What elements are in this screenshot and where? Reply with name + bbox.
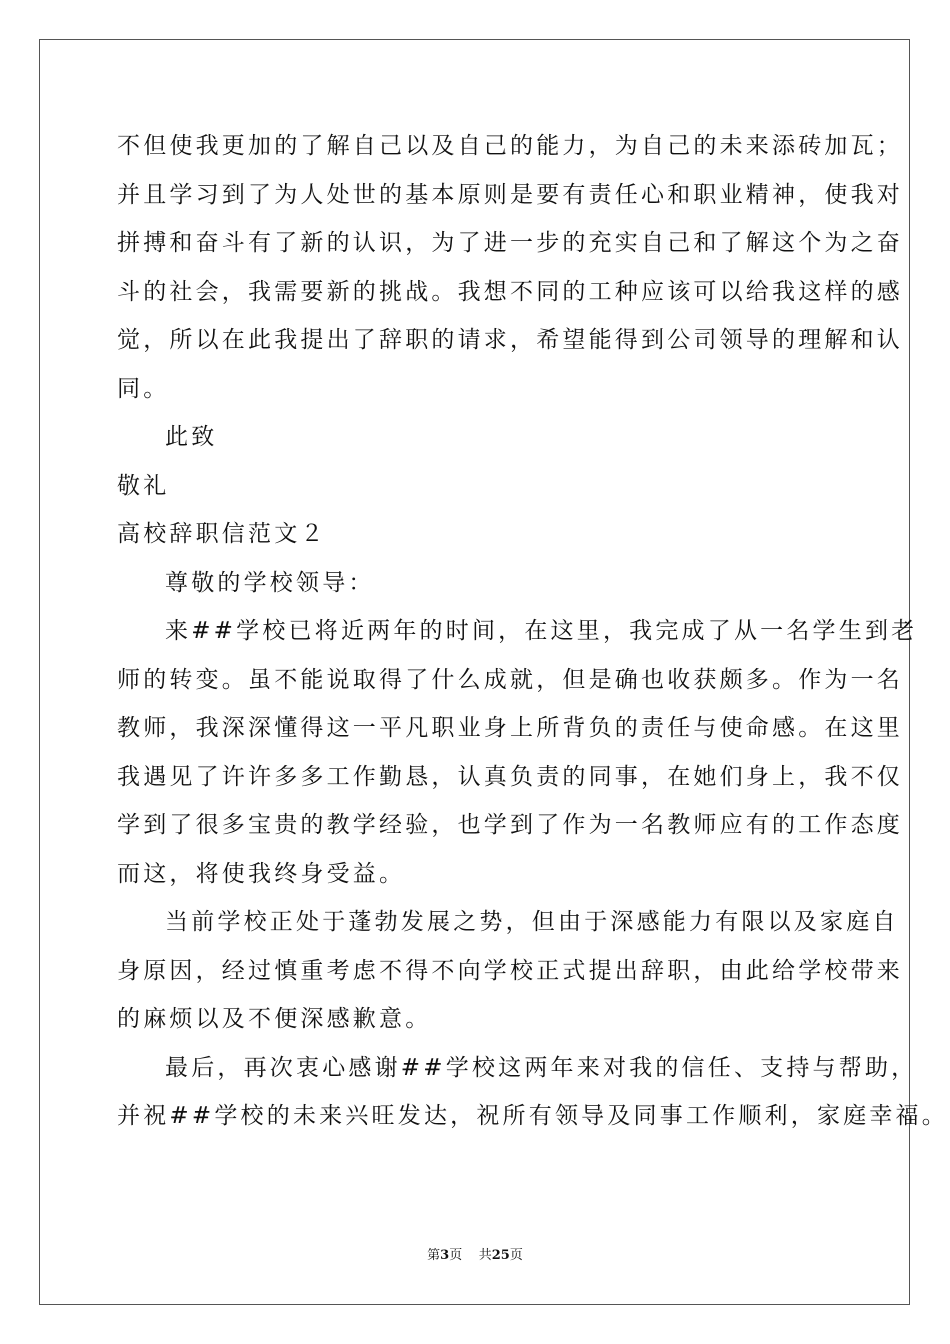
text-line: 此致	[165, 424, 218, 450]
paragraph	[117, 462, 847, 511]
text-line: 身原因，经过慎重考虑不得不向学校正式提出辞职，由此给学校带来	[117, 957, 903, 984]
text-line: 并祝##学校的未来兴旺发达，祝所有领导及同事工作顺利，家庭幸福。	[117, 1103, 948, 1129]
footer-prefix: 第	[427, 1248, 441, 1263]
text-line: 斗的社会，我需要新的挑战。我想不同的工种应该可以给我这样的感	[117, 278, 903, 305]
document-body	[117, 122, 948, 1141]
text-line: 我遇见了许许多多工作勤恳，认真负责的同事，在她们身上，我不仅	[117, 763, 903, 790]
text-line: 不但使我更加的了解自己以及自己的能力，为自己的未来添砖加瓦；	[117, 133, 903, 159]
page-footer	[0, 1244, 950, 1263]
text-line: 当前学校正处于蓬勃发展之势，但由于深感能力有限以及家庭自	[165, 909, 899, 935]
text-line: 教师，我深深懂得这一平凡职业身上所背负的责任与使命感。在这里	[117, 715, 903, 741]
paragraph	[117, 1044, 948, 1141]
current-page-number: 3	[440, 1248, 450, 1263]
text-line: 并且学习到了为人处世的基本原则是要有责任心和职业精神，使我对	[117, 181, 903, 208]
footer-suffix: 页	[509, 1248, 523, 1263]
text-line: 最后，再次衷心感谢##学校这两年来对我的信任、支持与帮助，	[165, 1054, 918, 1081]
text-line: 来##学校已将近两年的时间，在这里，我完成了从一名学生到老	[165, 618, 918, 644]
text-line: 觉，所以在此我提出了辞职的请求，希望能得到公司领导的理解和认	[117, 327, 903, 353]
paragraph	[117, 122, 903, 413]
paragraph	[117, 559, 847, 608]
paragraph	[117, 898, 903, 1044]
text-line: 而这，将使我终身受益。	[117, 860, 406, 887]
paragraph	[117, 607, 918, 898]
text-line: 拼搏和奋斗有了新的认识，为了进一步的充实自己和了解这个为之奋	[117, 230, 903, 256]
paragraph	[117, 413, 847, 462]
text-line: 的麻烦以及不便深感歉意。	[117, 1006, 432, 1032]
footer-mid: 页 共	[449, 1248, 492, 1263]
text-line: 同。	[117, 375, 170, 402]
total-page-count: 25	[491, 1248, 510, 1263]
text-line: 师的转变。虽不能说取得了什么成就，但是确也收获颇多。作为一名	[117, 666, 903, 693]
text-line: 学到了很多宝贵的教学经验，也学到了作为一名教师应有的工作态度	[117, 812, 903, 838]
text-line: 尊敬的学校领导：	[165, 569, 375, 596]
text-line: 敬礼	[117, 472, 170, 499]
paragraph	[117, 510, 847, 559]
text-line: 高校辞职信范文２	[117, 521, 327, 547]
